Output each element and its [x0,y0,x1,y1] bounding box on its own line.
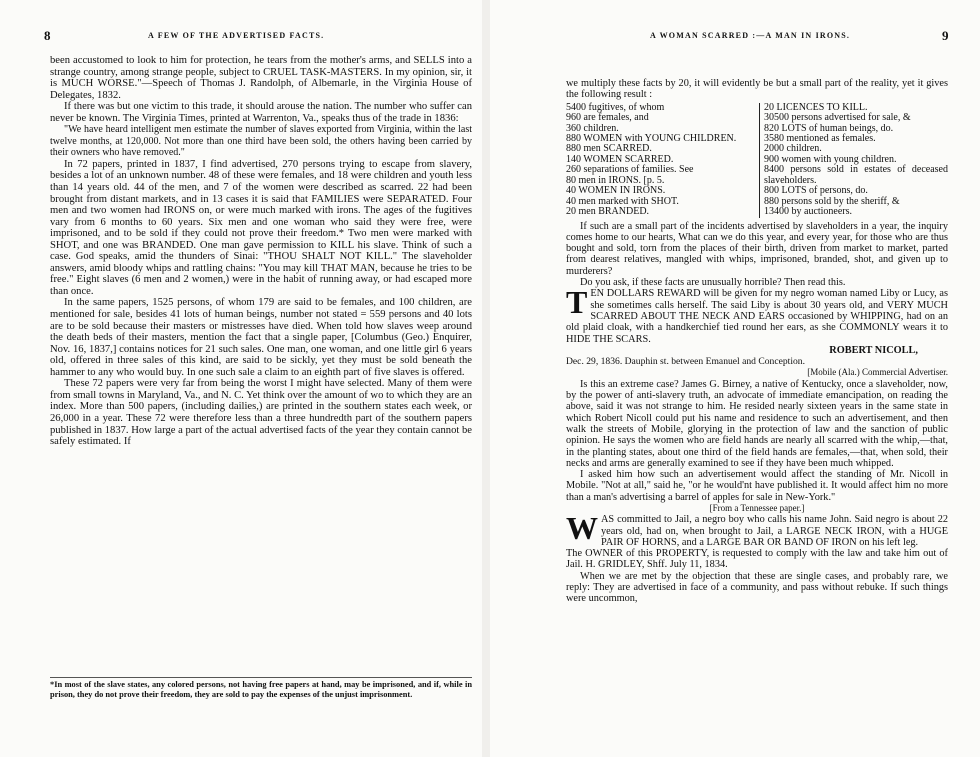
stats-right-column [760,103,949,218]
advertisement-reward [566,284,948,378]
ad-date: Dec. 29, 1836. Dauphin st. between Emanuel and Conception. [566,356,805,368]
ad-source: [Mobile (Ala.) Commercial Advertiser. [807,367,948,378]
stat-row: 3580 mentioned as females. [764,132,876,144]
stat-row: 360 children. [566,122,619,134]
stat-row: 5400 fugitives, of whom [566,101,665,113]
ad-text: EN DOLLARS REWARD will be given for my negro woman named Liby or Lucy, as she sometimes calls herself. The said Liby is about 30 years old, and VERY MUCH SCARRED ABOUT THE NECK AND EARS occasioned by WHIPPING, had on an old plaid cloak, with a handkerchief tied round her ears, as she COMMONLY wears it to HIDE THE SCARS. [566,288,948,345]
stat-row: 800 LOTS of persons, do. [764,185,868,197]
stat-row: 20 LICENCES TO KILL. [764,101,868,113]
paragraph: If such are a small part of the incidents advertised by slaveholders in a year, the inquiry comes home to our hearts, What can we do this year, and every year, for those who are thus bought and sold, torn from the places of their birth, driven from market to market, parted from dearest relatives, mangled with whips, imprisoned, branded, shot, and given up to murderers? [566,220,948,277]
stat-row: 140 WOMEN SCARRED. [566,153,674,165]
stat-row: 880 WOMEN with YOUNG CHILDREN. [566,132,737,144]
drop-cap: T [566,284,588,321]
page-number: 9 [942,28,949,43]
left-page [0,0,482,757]
stat-row: 40 WOMEN IN IRONS. [566,185,666,197]
gutter [482,0,490,757]
stat-row: 30500 persons advertised for sale, & [764,112,911,124]
paragraph: In 72 papers, printed in 1837, I find advertised, 270 persons trying to escape from slavery, besides a lot of an unknown number. 48 of these were females, and 18 were children and youth less than 14 years old. 44 of the men, and 7 of the women were described as scarred. 22 had been brought from distant markets, and in 13 cases it is said that FAMILIES were SEPARATED. Four men and two women had IRONS on, or were much marked with irons. The ages of the fugitives vary from 6 months to 60 years. Six men and one woman who said they were free, were imprisoned, and to be sold if they could not prove their freedom.* Two men were marked with SHOT, and one was BRANDED. One man gave permission to KILL his slave. Think of such a case. God speaks, amid the thunders of Sinai: "THOU SHALT NOT KILL." The slaveholder answers, amid bloody whips and rattling chains: "You may kill THAT MAN, because he tries to be free." Eight slaves (6 men and 2 women,) were in the habit of running away, or had escaped more than once. [50,158,472,297]
ad-text: AS committed to Jail, a negro boy who calls his name John. Said negro is about 22 years old, had on, when brought to Jail, a LARGE NECK IRON, with a HUGE PAIR OF HORNS, and a LARGE BAR OR BAND OF IRON on his left leg. [601,514,948,548]
paragraph: Is this an extreme case? James G. Birney, a native of Kentucky, once a slaveholder, now, by the power of anti-slavery truth, an advocate of immediate emancipation, on reading the above, said it was not strange to him. He resided nearly sixteen years in the same state in which Robert Nicoll could put his name and residence to such an advertisement, and then walk the streets of Mobile, glorying in the protection of law and the sanction of public opinion. He says the women who are field hands are nearly all scarred with the whip,—that, in the planting states, about one third of the field hands are females,—that, when sold, their necks and arms are generally examined to see if they have been much whipped. [566,378,948,469]
stat-row: 960 are females, and [566,112,649,124]
ad-owner-notice: The OWNER of this PROPERTY, is requested to comply with the law and take him out of Jail. H. GRIDLEY, Shff. July 11, 1834. [566,548,948,571]
paragraph: Do you ask, if these facts are unusually horrible? Then read this. [580,277,846,289]
paragraph: I asked him how such an advertisement would affect the standing of Mr. Nicoll in Mobile. "Not at all," said he, "or he would'nt have published it. It would affect him no more than a man's advertising a barrel of apples for sale in New-York." [566,469,948,503]
ad-source: [From a Tennessee paper.] [709,503,805,513]
stat-row: 2000 children. [764,143,822,155]
stat-row: 900 women with young children. [764,153,897,165]
stat-row: 20 men BRANDED. [566,206,650,218]
stats-left-column [566,103,760,218]
paragraph: been accustomed to look to him for protection, he tears from the mother's arms, and SELLS into a strange country, among strange people, subject to CRUEL TASK-MASTERS. In my opinion, sir, it is MUCH WORSE."—Speech of Thomas J. Randolph, of Albemarle, in the Virginia House of Delegates, 1832. [50,55,472,101]
stat-row: 820 LOTS of human beings, do. [764,122,894,134]
right-page [490,0,980,757]
stat-row: 8400 persons sold in estates of deceased slaveholders. [764,164,948,186]
running-head: A WOMAN SCARRED :—A MAN IN IRONS. [650,31,851,40]
paragraph: "We have heard intelligent men estimate the number of slaves exported from Virginia, within the last twelve months, at 120,000. Not more than one third have been sold, the others having been carried by their owners who have removed." [50,124,472,159]
left-body [50,55,472,448]
page-number: 8 [44,28,51,43]
stat-row: 40 men marked with SHOT. [566,195,679,207]
stat-row: 80 men in IRONS. [p. 5. [566,174,665,186]
advertisement-jail [566,510,948,571]
drop-cap: W [566,510,598,547]
paragraph: In the same papers, 1525 persons, of whom 179 are said to be females, and 100 children, are mentioned for sale, besides 41 lots of human beings, number not stated = 559 persons and 40 lots are to be sold because their masters or mistresses have died. When told how slaves weep around the death beds of their masters, mention the fact that a single paper, [Columbus (Geo.) Enquirer, Nov. 16, 1837,] contains notices for 21 such sales. One man, one woman, and one little girl 6 years old, offered in three sales of this kind, are said to be sickly, yet they must be sold beneath the hammer to any who would buy. In one such sale a claim to an eighth part of five slaves is offered. [50,297,472,378]
paragraph: These 72 papers were very far from being the worst I might have selected. Many of them were from small towns in Maryland, Va., and N. C. Yet think over the amount of wo to which they are an index. More than 500 papers, (including dailies,) are printed in the southern states each week, or 26,000 in a year. These 72 were therefore less than a three hundredth part of the southern papers published in 1837. How large a part of the actual advertised facts of the year they contain cannot be safely estimated. If [50,378,472,448]
statistics-table [566,103,948,218]
paragraph: we multiply these facts by 20, it will evidently be but a small part of the reality, yet it gives the following result : [566,78,948,101]
footnote: *In most of the slave states, any colored persons, not having free papers at hand, may be imprisoned, and if, while in prison, they do not prove their freedom, they are sold to pay the expenses of the unjust imprisonment. [50,677,472,699]
ad-signature: ROBERT NICOLL, [829,344,918,356]
stat-row: 260 separations of families. See [566,164,694,176]
paragraph: If there was but one victim to this trade, it should arouse the nation. The number who suffer can never be known. The Virginia Times, printed at Warrenton, Va., speaks thus of the trade in 1836: [50,101,472,124]
paragraph: When we are met by the objection that these are single cases, and probably rare, we reply: They are advertised in face of a community, and pass without rebuke. If such things were uncommon, [566,570,948,605]
stat-row: 13400 by auctioneers. [764,206,853,218]
running-head: A FEW OF THE ADVERTISED FACTS. [148,31,325,40]
right-body [566,78,948,605]
stat-row: 880 persons sold by the sheriff, & [764,195,900,207]
stat-row: 880 men SCARRED. [566,143,652,155]
